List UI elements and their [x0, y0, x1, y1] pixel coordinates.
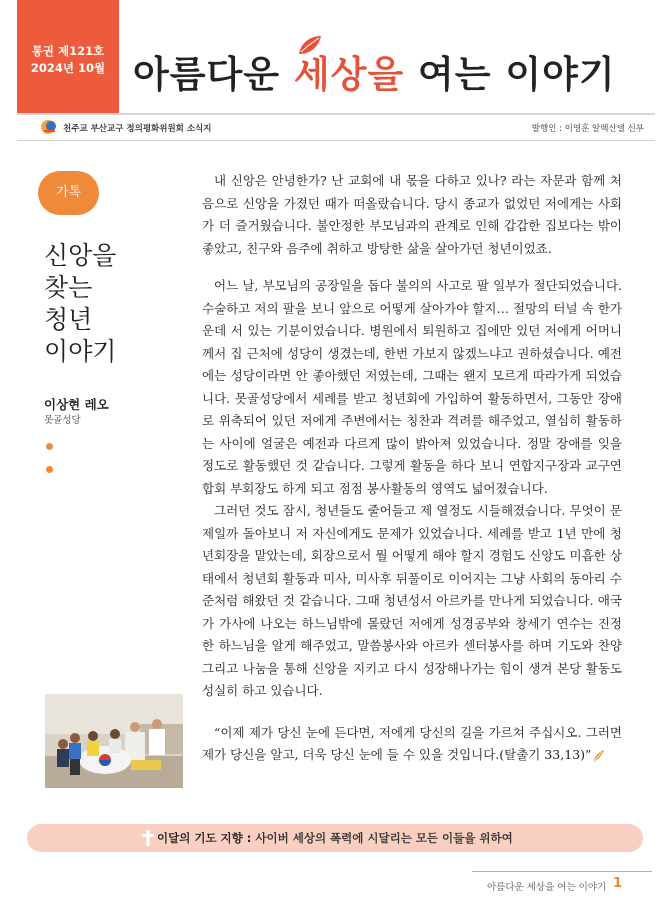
title-line: 청년	[44, 305, 93, 334]
youth-photo	[45, 694, 183, 788]
article-paragraph: 어느 날, 부모님의 공장일을 돕다 불의의 사고로 팔 일부가 절단되었습니다. 수술하고 저의 팔을 보니 앞으로 어떻게 살아가야 할지… 절망의 터널 속 한가운데 서 있는 기분이었습니다. 병원에서 퇴원하고 집에만 있던 저에게 어머니께서 집 근처에 성당이 생겼는데, 한번 가보지 않겠느냐고 권하셨습니다. 예전에는 성당이라면 안 좋아했던 저였는데, 그때는 왠지 모르게 따라가게 되었습니다. 못골성당에서 세례를 받고 청년회에 가입하여 활동하면서, 그동안 장애로 위축되어 있던 저에게 주변에서는 칭찬과 격려를 해주었고, 열심히 활동하는 사이에 얼굴은 예전과 다르게 많이 밝아져 있었습니다. 정말 장애를 잊을 정도로 활동했던 것 같습니다. 그렇게 활동을 하다 보니 연합지구장과 교구연합회 부회장도 하게 되고 점점 봉사활동의 영역도 넓어졌습니다.	[202, 278, 622, 496]
prayer-label: 이달의 기도 지향 :	[157, 831, 256, 845]
title-line: 신앙을	[44, 241, 117, 270]
leaf-icon	[297, 34, 323, 56]
jpic-logo-icon	[40, 119, 59, 135]
organization-name: 천주교 부산교구 정의평화위원회 소식지	[63, 124, 212, 134]
category-badge: 가톡	[38, 171, 99, 215]
bullet-dot	[46, 443, 53, 450]
issue-number: 통권 제121호	[31, 44, 105, 58]
title-prefix: 아름다운	[133, 52, 294, 96]
footer-divider	[472, 871, 652, 872]
article-paragraph: 그러던 것도 잠시, 청년들도 줄어들고 제 열정도 시들해졌습니다. 무엇이 문제일까 돌아보니 저 자신에게도 문제가 있었습니다. 세례를 받고 1년 만에 청년회장을 맡았는데, 회장으로서 뭘 어떻게 해야 할지 경험도 신앙도 미흡한 상태에서 청년회 활동과 미사, 미사후 뒤풀이로 이어지는 그냥 사회의 동아리 수준처럼 해왔던 것 같습니다. 그때 청년성서 아르카를 만나게 되었습니다. 애국가 가사에 나오는 하느님밖에 몰랐던 저에게 성경공부와 창세기 연수는 진정한 하느님을 알게 해주었고, 말씀봉사와 아르카 센터봉사를 하며 기도와 찬양 그리고 나눔을 통해 신앙을 지키고 다시 성장해나가는 힘이 생겨 본당 활동도 성실히 하고 있습니다.	[202, 503, 622, 698]
prayer-text: 사이버 세상의 폭력에 시달리는 모든 이들을 위하여	[255, 831, 513, 845]
quill-icon	[591, 749, 605, 763]
issue-box	[17, 0, 119, 113]
article-paragraph: 내 신앙은 안녕한가? 난 교회에 내 몫을 다하고 있나? 라는 자문과 함께 처음으로 신앙을 가졌던 때가 떠올랐습니다. 당시 종교가 없었던 저에게는 사회가 더 즐거웠습니다. 불안정한 부모님과의 관계로 인해 갑갑한 집보다는 밖이 좋았고, 친구와 음주에 취하고 방탕한 삶을 살아가던 청년이었죠.	[202, 173, 622, 256]
title-accent: 세상을	[293, 52, 405, 96]
page-number: 1	[613, 876, 623, 891]
title-line: 찾는	[44, 273, 93, 302]
masthead	[133, 44, 653, 94]
bullet-dot	[46, 466, 53, 473]
author-parish: 못골성당	[44, 415, 81, 426]
title-suffix: 여는 이야기	[404, 52, 616, 96]
masthead-title	[133, 44, 616, 98]
publisher-divider	[17, 140, 655, 141]
prayer-intention-bar	[27, 824, 643, 852]
publisher: 발행인 : 이영훈 알렉산델 신부	[531, 124, 644, 134]
author-name: 이상현 레오	[44, 397, 109, 412]
quote-text: “이제 제가 당신 눈에 든다면, 저에게 당신의 길을 가르쳐 주십시오. 그러면 제가 당신을 알고, 더욱 당신 눈에 들 수 있을 것입니다.(탈출기 33,13)”	[202, 724, 622, 762]
publisher-row	[40, 117, 652, 137]
issue-date: 2024년 10월	[30, 61, 106, 75]
article-title	[44, 240, 116, 368]
title-line: 이야기	[44, 337, 117, 366]
article-body	[202, 170, 622, 767]
cross-icon	[141, 830, 155, 846]
footer-title: 아름다운 세상을 여는 이야기	[487, 882, 607, 893]
header-divider	[17, 113, 655, 115]
scripture-quote	[202, 722, 622, 767]
